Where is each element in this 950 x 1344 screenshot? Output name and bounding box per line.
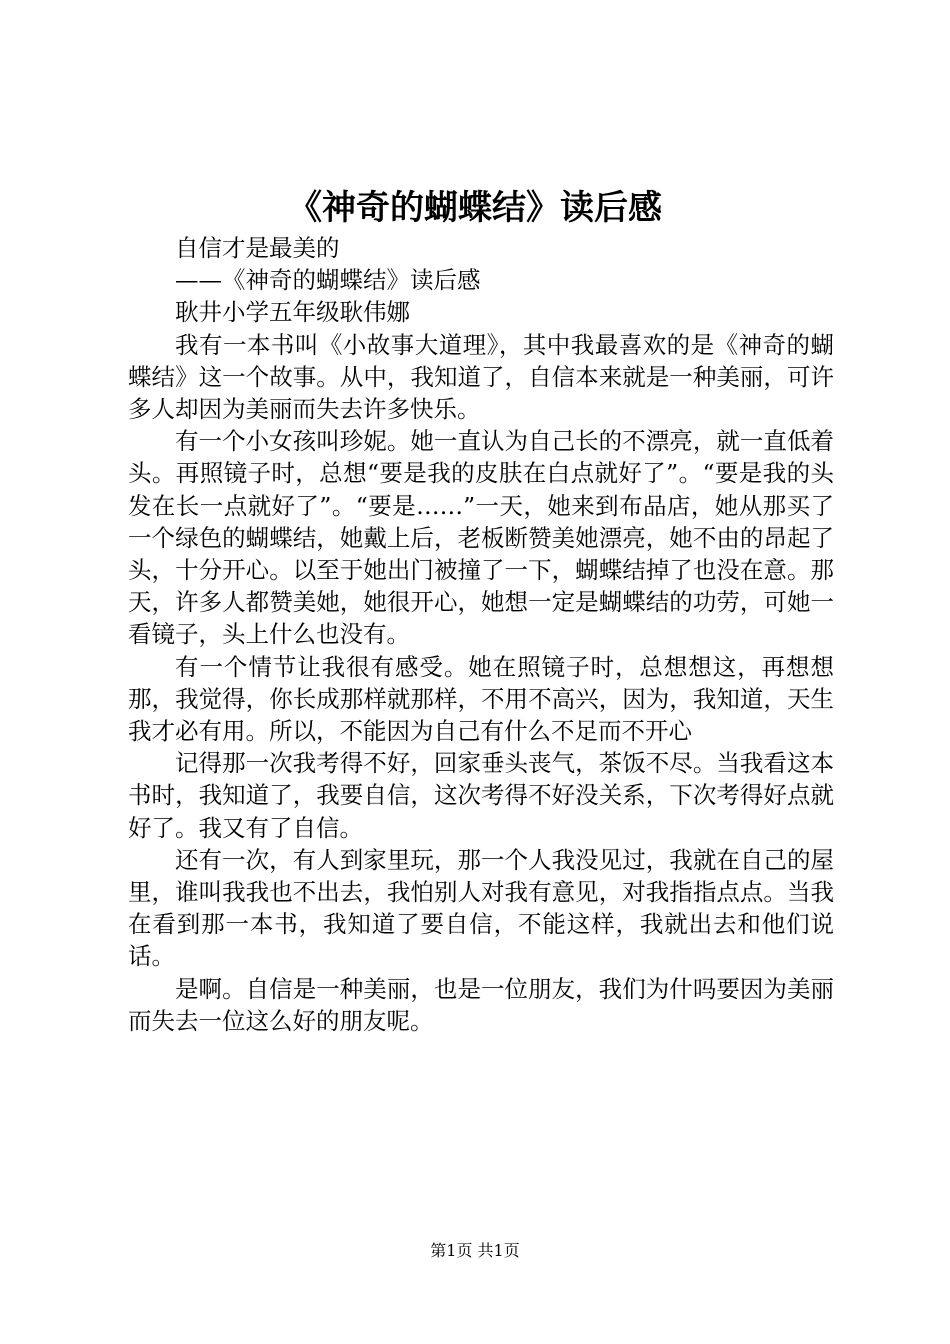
paragraph: 有一个情节让我很有感受。她在照镜子时，总想想这，再想想那，我觉得，你长成那样就那样，不用不高兴，因为，我知道，天生我才必有用。所以，不能因为自己有什么不足而不开心 bbox=[128, 652, 834, 746]
document-body bbox=[128, 232, 834, 1037]
paragraph-author: 耿井小学五年级耿伟娜 bbox=[175, 298, 410, 327]
paragraph-subtitle-dash: ——《神奇的蝴蝶结》读后感 bbox=[175, 266, 481, 295]
page-footer: 第1页 共1页 bbox=[430, 1241, 520, 1260]
paragraph: 我有一本书叫《小故事大道理》，其中我最喜欢的是《神奇的蝴蝶结》这一个故事。从中，我知道了，自信本来就是一种美丽，可许多人却因为美丽而失去许多快乐。 bbox=[128, 330, 834, 424]
paragraph: 是啊。自信是一种美丽，也是一位朋友，我们为什吗要因为美丽而失去一位这么好的朋友呢。 bbox=[128, 974, 834, 1035]
paragraph: 还有一次，有人到家里玩，那一个人我没见过，我就在自己的屋里，谁叫我我也不出去，我怕别人对我有意见，对我指指点点。当我在看到那一本书，我知道了要自信，不能这样，我就出去和他们说话。 bbox=[128, 845, 834, 971]
paragraph: 记得那一次我考得不好，回家垂头丧气，茶饭不尽。当我看这本书时，我知道了，我要自信，这次考得不好没关系，下次考得好点就好了。我又有了自信。 bbox=[128, 749, 834, 842]
document-title: 《神奇的蝴蝶结》读后感 bbox=[288, 188, 662, 228]
paragraph-subtitle: 自信才是最美的 bbox=[175, 234, 340, 262]
paragraph: 有一个小女孩叫珍妮。她一直认为自己长的不漂亮，就一直低着头。再照镜子时，总想“要是我的皮肤在白点就好了”。“要是我的头发在长一点就好了”。“要是……”一天，她来到布品店，她从那买了一个绿色的蝴蝶结，她戴上后，老板断赞美她漂亮，她不由的昂起了头，十分开心。以至于她出门被撞了一下，蝴蝶结掉了也没在意。那天，许多人都赞美她，她很开心，她想一定是蝴蝶结的功劳，可她一看镜子，头上什么也没有。 bbox=[128, 427, 834, 649]
